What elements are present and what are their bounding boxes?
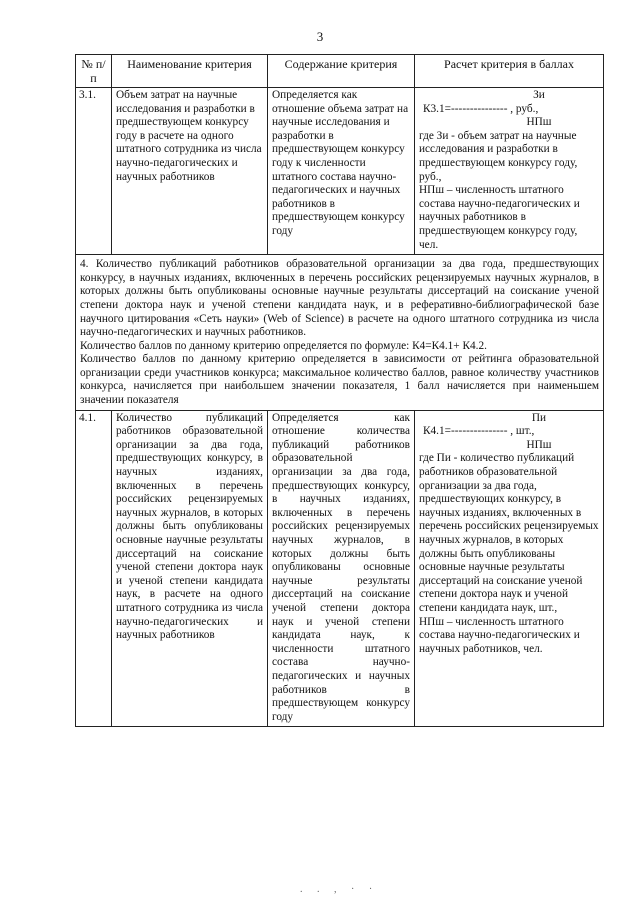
row-4-1-calc-text1: где Пи - количество публикаций работников образовательной организации за два года, предшествующих конкурсу, в научных изданиях, включенных в перечень российских рецензируемых научных журналов, в которых должны быть опубликованы основные научные результаты диссертаций на соискание ученой степени доктора наук и ученой степени кандидата наук, шт.,: [419, 452, 599, 614]
row-3-1-name: Объем затрат на научные исследования и разработки в предшествующем конкурсу году в расчете на одного штатного сотрудника из числа научно-педагогических и научных работников: [112, 88, 268, 255]
row-4-1-content: Определяется как отношение количества публикаций работников образовательной организации за два года, предшествующих конкурсу, в научных изданиях, включенных в перечень российских рецензируемых научных журналов, в которых должны быть опубликованы основные научные результаты диссертаций на соискание ученой степени доктора наук и ученой степени кандидата наук, к численности штатного состава научно-педагогических и научных работников в предшествующем конкурсу году: [268, 410, 415, 727]
row-4-1-num: 4.1.: [76, 410, 112, 727]
row-4-1-formula: К4.1=--------------- , шт.,: [423, 425, 535, 438]
criteria-table: [75, 54, 604, 727]
row-4-1-calc: [415, 410, 604, 727]
row-3-1-formula: К3.1=--------------- , руб.,: [423, 102, 539, 115]
table-row-3-1: [76, 88, 604, 255]
header-name: Наименование критерия: [112, 55, 268, 88]
footer-marks: . . , · ·: [300, 884, 379, 895]
row-3-1-formula-denominator: НПш: [526, 116, 552, 129]
row-3-1-num: 3.1.: [76, 88, 112, 255]
row-3-1-calc-text1: где Зи - объем затрат на научные исследования и разработки в предшествующем конкурсу году, руб.,: [419, 129, 578, 183]
table-header-row: [76, 55, 604, 88]
row-3-1-formula-numerator: Зи: [533, 89, 545, 101]
criterion-4-row: [76, 255, 604, 411]
row-4-1-calc-text2: НПш – численность штатного состава научно-педагогических и научных работников, чел.: [419, 615, 580, 655]
row-3-1-content: Определяется как отношение объема затрат на научные исследования и разработки в предшествующем конкурсу году к численности штатного состава научно-педагогических и научных работников в предшествующем конкурсу году: [268, 88, 415, 255]
row-4-1-formula-denominator: НПш: [526, 438, 552, 451]
row-3-1-calc-text2: НПш – численность штатного состава научно-педагогических и научных работников в предшествующем конкурсу году, чел.: [419, 184, 580, 251]
header-content: Содержание критерия: [268, 55, 415, 88]
criterion-4-scoring: Количество баллов по данному критерию определяется в зависимости от рейтинга образовательной организации среди участников конкурса; максимальное количество баллов, равное количеству участников конкурса, начисляется при наибольшем значении показателя, 1 балл начисляется при наименьшем значении показателя: [80, 353, 599, 407]
header-calc: Расчет критерия в баллах: [415, 55, 604, 88]
criterion-4-description: 4. Количество публикаций работников образовательной организации за два года, предшествующих конкурсу, в научных изданиях, включенных в перечень российских рецензируемых научных журналов, в которых должны быть опубликованы основные научные результаты диссертаций на соискание ученой степени доктора наук и ученой степени кандидата наук, и в реферативно-библиографической базе научного цитирования «Сеть науки» (Web of Science) в расчете на одного штатного сотрудника из числа научно-педагогических и научных работников.: [80, 258, 599, 339]
table-row-4-1: [76, 410, 604, 727]
criterion-4-cell: [76, 255, 604, 411]
row-3-1-calc: [415, 88, 604, 255]
header-num: № п/п: [76, 55, 112, 88]
page-number: 3: [316, 29, 324, 44]
row-4-1-formula-numerator: Пи: [531, 411, 547, 424]
criterion-4-formula: Количество баллов по данному критерию определяется по формуле: К4=К4.1+ К4.2.: [80, 339, 487, 352]
row-4-1-name: Количество публикаций работников образовательной организации за два года, предшествующих конкурсу, в научных изданиях, включенных в перечень российских рецензируемых научных журналов, в которых должны быть опубликованы основные научные результаты диссертаций на соискание ученой степени доктора наук и ученой степени кандидата наук, в расчете на одного штатного сотрудника из числа научно-педагогических и научных работников: [112, 410, 268, 727]
